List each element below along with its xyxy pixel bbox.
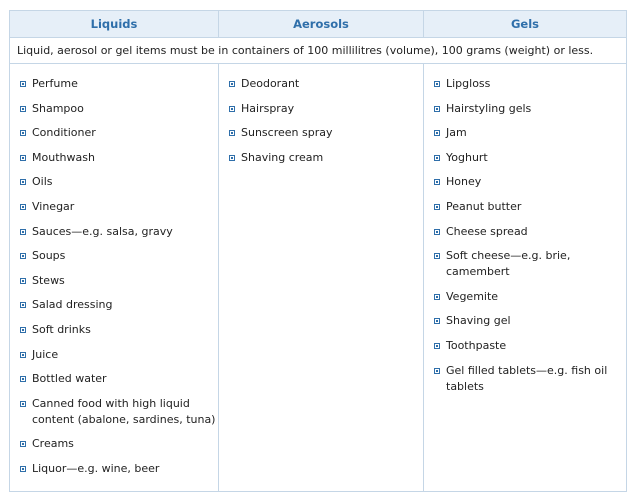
- square-bullet-icon: [20, 130, 26, 136]
- square-bullet-icon: [229, 130, 235, 136]
- items-table: [9, 10, 627, 492]
- square-bullet-icon: [20, 352, 26, 358]
- square-bullet-icon: [20, 179, 26, 185]
- list-item: [20, 396, 218, 428]
- square-bullet-icon: [434, 81, 440, 87]
- list-item: [20, 273, 218, 289]
- list-item: [229, 150, 423, 166]
- list-item-label: Vinegar: [32, 199, 75, 213]
- list-item: [20, 322, 218, 338]
- liquids-list: [20, 76, 218, 477]
- square-bullet-icon: [434, 204, 440, 210]
- gels-list: [434, 76, 626, 395]
- list-item: [20, 297, 218, 313]
- list-item-label: Liquor—e.g. wine, beer: [32, 461, 160, 475]
- square-bullet-icon: [20, 327, 26, 333]
- square-bullet-icon: [434, 130, 440, 136]
- liquids-column: [10, 64, 218, 491]
- list-item: [434, 101, 626, 117]
- header-liquids: Liquids: [90, 17, 138, 31]
- list-item-label: Hairstyling gels: [446, 101, 532, 115]
- square-bullet-icon: [434, 318, 440, 324]
- list-item: [20, 101, 218, 117]
- list-item-label: Perfume: [32, 77, 78, 90]
- list-item: [20, 199, 218, 215]
- list-item-label: Shaving gel: [446, 314, 511, 328]
- square-bullet-icon: [434, 179, 440, 185]
- list-item-label: Peanut butter: [446, 199, 522, 213]
- list-item: [434, 248, 626, 280]
- list-item-label: Soft drinks: [32, 322, 91, 336]
- square-bullet-icon: [20, 229, 26, 235]
- list-item-label: Salad dressing: [32, 298, 113, 312]
- list-item: [229, 76, 423, 92]
- list-item: [20, 371, 218, 387]
- list-item-label: Soups: [32, 249, 66, 263]
- square-bullet-icon: [20, 441, 26, 447]
- list-item-label: Sauces—e.g. salsa, gravy: [32, 224, 173, 238]
- square-bullet-icon: [20, 106, 26, 112]
- square-bullet-icon: [229, 106, 235, 112]
- list-item-label: Sunscreen spray: [241, 126, 333, 140]
- square-bullet-icon: [20, 302, 26, 308]
- list-item-label: Jam: [446, 126, 467, 140]
- list-item-label: Oils: [32, 175, 53, 189]
- list-item-label: Vegemite: [446, 289, 499, 303]
- square-bullet-icon: [20, 253, 26, 259]
- square-bullet-icon: [20, 376, 26, 382]
- list-item: [20, 125, 218, 141]
- list-item: [20, 248, 218, 264]
- list-item-label: Yoghurt: [446, 150, 488, 164]
- square-bullet-icon: [20, 81, 26, 87]
- list-item: [229, 125, 423, 141]
- square-bullet-icon: [434, 155, 440, 161]
- table-body-row: [10, 64, 626, 491]
- square-bullet-icon: [20, 155, 26, 161]
- list-item: [20, 174, 218, 190]
- list-item: [434, 363, 626, 395]
- square-bullet-icon: [434, 343, 440, 349]
- list-item: [434, 224, 626, 240]
- square-bullet-icon: [229, 81, 235, 87]
- header-aerosols: Aerosols: [218, 11, 423, 37]
- square-bullet-icon: [20, 278, 26, 284]
- limit-note: Liquid, aerosol or gel items must be in containers of 100 millilitres (volume), 100 grams (weight) or less.: [10, 38, 626, 64]
- list-item: [229, 101, 423, 117]
- list-item-label: Bottled water: [32, 372, 107, 386]
- list-item-label: Deodorant: [241, 77, 300, 90]
- list-item-label: Shaving cream: [241, 150, 324, 164]
- list-item-label: Gel filled tablets—e.g. fish oil tablets: [446, 363, 608, 393]
- list-item: [20, 76, 218, 92]
- list-item: [434, 150, 626, 166]
- list-item-label: Creams: [32, 437, 74, 451]
- list-item: [20, 347, 218, 363]
- list-item: [434, 76, 626, 92]
- square-bullet-icon: [434, 106, 440, 112]
- aerosols-list: [229, 76, 423, 166]
- header-gels: Gels: [423, 11, 626, 37]
- list-item-label: Shampoo: [32, 101, 84, 115]
- list-item: [434, 313, 626, 329]
- list-item: [434, 199, 626, 215]
- list-item-label: Toothpaste: [446, 338, 507, 352]
- list-item-label: Canned food with high liquid content (abalone, sardines, tuna): [32, 396, 216, 426]
- list-item-label: Honey: [446, 175, 482, 189]
- list-item-label: Conditioner: [32, 126, 96, 140]
- list-item: [20, 461, 218, 477]
- list-item-label: Mouthwash: [32, 150, 95, 164]
- square-bullet-icon: [20, 204, 26, 210]
- list-item: [434, 125, 626, 141]
- gels-column: [423, 64, 626, 491]
- square-bullet-icon: [20, 466, 26, 472]
- list-item-label: Cheese spread: [446, 224, 528, 238]
- list-item-label: Juice: [32, 347, 59, 361]
- list-item: [434, 338, 626, 354]
- list-item-label: Soft cheese—e.g. brie, camembert: [446, 249, 571, 279]
- square-bullet-icon: [20, 401, 26, 407]
- square-bullet-icon: [434, 294, 440, 300]
- list-item: [20, 224, 218, 240]
- square-bullet-icon: [434, 229, 440, 235]
- list-item-label: Hairspray: [241, 101, 295, 115]
- list-item: [434, 289, 626, 305]
- square-bullet-icon: [434, 253, 440, 259]
- table-header-row: [10, 11, 626, 38]
- square-bullet-icon: [229, 155, 235, 161]
- list-item: [20, 436, 218, 452]
- aerosols-column: [218, 64, 423, 491]
- list-item-label: Lipgloss: [446, 77, 491, 90]
- list-item: [434, 174, 626, 190]
- list-item: [20, 150, 218, 166]
- list-item-label: Stews: [32, 273, 65, 287]
- square-bullet-icon: [434, 368, 440, 374]
